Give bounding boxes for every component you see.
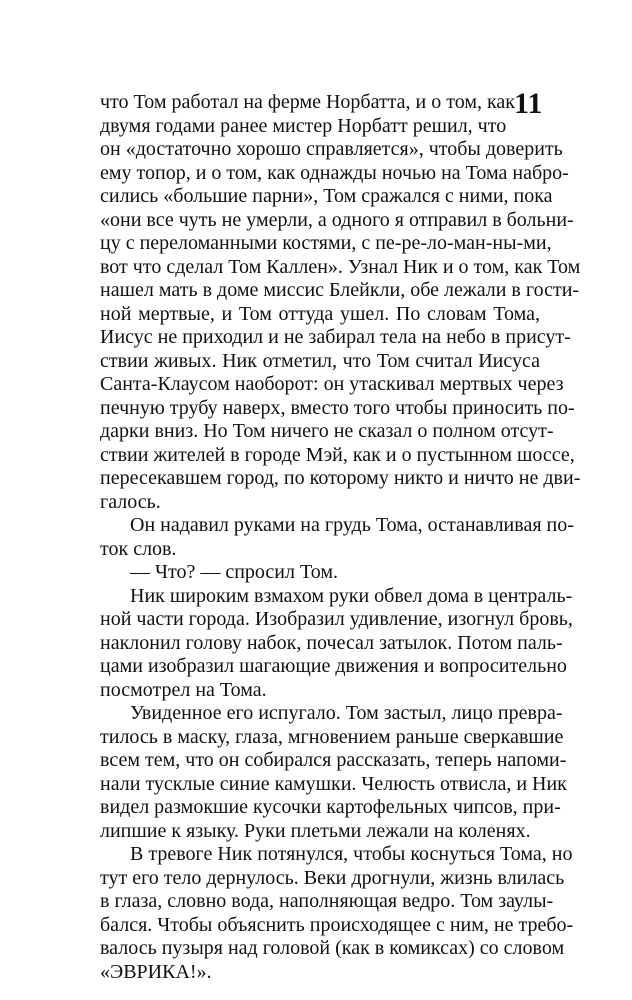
text-line: ему топор, и о том, как однажды ночью на Тома набро-: [100, 161, 569, 184]
text-line: Иисус не приходил и не забирал тела на небо в присут-: [100, 326, 571, 348]
text-line: нашел мать в доме миссис Блейкли, обе лежали в гости-: [100, 279, 580, 301]
text-line: галось.: [100, 490, 161, 513]
text-line: тут его тело дернулось. Веки дрогнули, жизнь влилась: [100, 866, 565, 889]
text-line: в глаза, словно вода, наполняющая ведро. Том заулы-: [100, 890, 554, 912]
text-line: посмотрел на Тома.: [100, 678, 267, 701]
text-line: В тревоге Ник потянулся, чтобы коснуться Тома, но: [130, 843, 573, 865]
text-line: тилось в маску, глаза, мгновением раньше сверкавшие: [100, 725, 564, 748]
text-line: он «достаточно хорошо справляется», чтобы доверить: [100, 138, 563, 160]
text-line: печную трубу наверх, вместо того чтобы приносить по-: [100, 396, 575, 419]
text-line: цами изобразил шагающие движения и вопросительно: [100, 655, 567, 677]
text-line: ствии живых. Ник отметил, что Том считал Иисуса: [100, 349, 540, 372]
text-line: пересекавшем город, по которому никто и ничто не дви-: [100, 467, 581, 489]
text-line: ток слов.: [100, 537, 177, 560]
text-line: сились «большие парни», Том сражался с ними, пока: [100, 185, 553, 207]
text-line: ствии жителей в городе Мэй, как и о пустынном шоссе,: [100, 443, 575, 466]
text-line: Санта-Клаусом наоборот: он утаскивал мертвых через: [100, 373, 564, 395]
text-line: — Что? — спросил Том.: [130, 561, 338, 583]
text-line: липшие к языку. Руки плетьми лежали на коленях.: [100, 819, 531, 842]
text-line: ной части города. Изобразил удивление, изогнул бровь,: [100, 608, 573, 630]
text-line: бался. Чтобы объяснить происходящее с ним, не требо-: [100, 913, 574, 936]
text-line: наклонил голову набок, почесал затылок. Потом паль-: [100, 631, 563, 654]
text-line: валось пузыря над головой (как в комиксах) со словом: [100, 937, 565, 959]
text-line: «они все чуть не умерли, а одного я отправил в больни-: [100, 208, 574, 231]
text-line: видел размокшие кусочки картофельных чипсов, при-: [100, 796, 561, 818]
text-line: цу с переломанными костями, с пе-ре-ло-ман-ны-ми,: [100, 232, 552, 254]
text-line: «ЭВРИКА!».: [100, 960, 212, 983]
text-line: Он надавил руками на грудь Тома, останавливая по-: [130, 514, 574, 536]
text-line: нали тусклые синие камушки. Челюсть отвисла, и Ник: [100, 772, 567, 795]
text-line: Увиденное его испугало. Том застыл, лицо преврa-: [130, 702, 563, 724]
text-line: Ник широким взмахом руки обвел дома в централь-: [130, 584, 573, 607]
text-line: дарки вниз. Но Том ничего не сказал о полном отсут-: [100, 420, 554, 442]
text-line: всем тем, что он собирался рассказать, теперь напоми-: [100, 749, 567, 771]
text-line: ной мертвые, и Том оттуда ушел. По словам Тома,: [100, 302, 540, 325]
page-number: 11: [514, 87, 543, 120]
text-line: что Том работал на ферме Норбатта, и о том, как: [100, 91, 516, 113]
text-line: двумя годами ранее мистер Норбатт решил, что: [100, 114, 507, 137]
body-text: [100, 87, 581, 984]
text-line: вот что сделал Том Каллен». Узнал Ник и о том, как Том: [100, 255, 581, 278]
